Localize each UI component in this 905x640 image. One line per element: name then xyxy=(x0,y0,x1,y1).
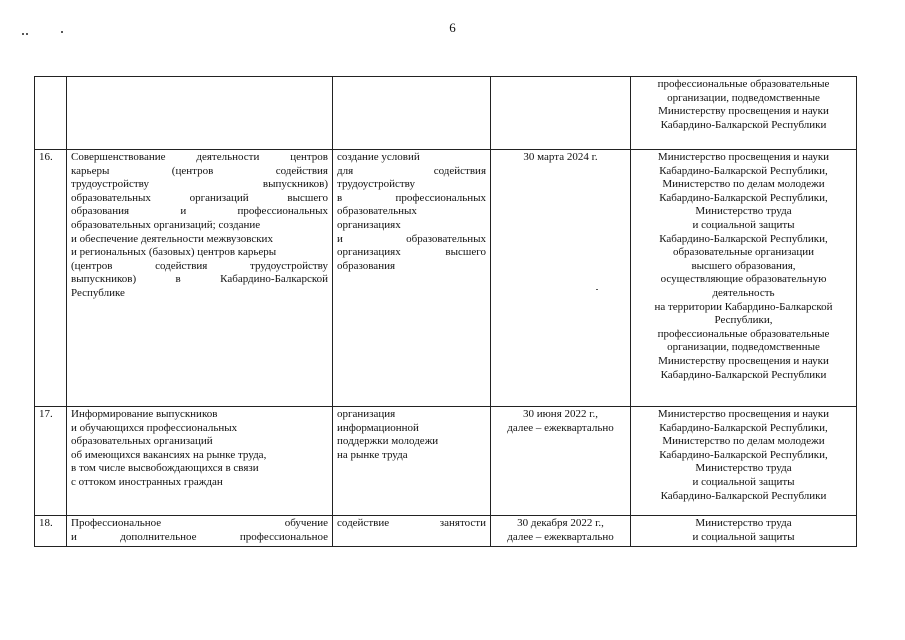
result-cell xyxy=(333,407,491,516)
executor-line: Министерству просвещения и науки xyxy=(658,354,829,367)
executor-line: Министерство по делам молодежи xyxy=(662,435,825,448)
scan-speck xyxy=(22,33,24,35)
measure-line: Совершенствование деятельности центров xyxy=(71,151,328,163)
executor-line: деятельность xyxy=(712,286,775,299)
table-row-17 xyxy=(35,407,857,516)
executor-line: Министерство просвещения и науки xyxy=(657,408,830,420)
executor-line: и социальной защиты xyxy=(692,530,795,543)
executor-line: Кабардино-Балкарской Республики xyxy=(660,118,827,131)
scan-speck xyxy=(61,31,63,33)
measure-line: образовательных организаций xyxy=(71,435,213,448)
measure-line: и обеспечение деятельности межвузовских xyxy=(71,232,273,245)
measure-line: трудоустройству выпускников) xyxy=(71,178,328,191)
executor-line: Республики, xyxy=(714,314,773,327)
result-line: организациях xyxy=(337,218,401,231)
result-line: и образовательных xyxy=(337,232,486,245)
executors-cell xyxy=(631,516,857,547)
result-line: для содействия xyxy=(337,164,486,177)
executor-line: Министерство просвещения и науки xyxy=(657,151,830,163)
measure-line: и региональных (базовых) центров карьеры xyxy=(71,246,277,259)
executors-cell xyxy=(631,77,857,150)
measure-line: Республике xyxy=(71,286,125,299)
action-plan-table xyxy=(34,76,857,547)
executor-line: Министерство труда xyxy=(695,462,792,475)
executor-line: высшего образования, xyxy=(691,259,796,272)
row-number-cell: 16. xyxy=(35,150,67,407)
executor-line: Кабардино-Балкарской Республики xyxy=(660,368,827,381)
executor-line: Кабардино-Балкарской Республики, xyxy=(659,164,828,177)
executor-line: и социальной защиты xyxy=(692,218,795,231)
measure-line: образовательных организаций высшего xyxy=(71,191,328,204)
executors-cell xyxy=(631,407,857,516)
executor-line: организации, подведомственные xyxy=(667,341,820,354)
measure-cell xyxy=(67,150,333,407)
measure-line: и обучающихся профессиональных xyxy=(71,421,238,434)
result-line: содействие занятости xyxy=(337,517,486,529)
result-line: организациях высшего xyxy=(337,246,486,259)
executor-line: организации, подведомственные xyxy=(667,91,820,104)
row-number-cell: 18. xyxy=(35,516,67,547)
executor-line: осуществляющие образовательную xyxy=(660,273,827,286)
deadline-cell xyxy=(491,77,631,150)
deadline-line: далее – ежеквартально xyxy=(507,421,614,434)
executor-line: Министерство труда xyxy=(695,205,792,218)
table-row-18 xyxy=(35,516,857,547)
result-line: образовательных xyxy=(337,205,417,218)
deadline-cell xyxy=(491,407,631,516)
result-line: организация xyxy=(337,408,396,420)
deadline-cell xyxy=(491,516,631,547)
row-number-cell xyxy=(35,77,67,150)
executor-line: Кабардино-Балкарской Республики, xyxy=(659,448,828,461)
table-row-16 xyxy=(35,150,857,407)
result-line: создание условий xyxy=(337,151,420,163)
result-line: образования xyxy=(337,259,396,272)
result-line: поддержки молодежи xyxy=(337,435,439,448)
executor-line: Министерство труда xyxy=(695,517,792,529)
executor-line: Кабардино-Балкарской Республики, xyxy=(659,232,828,245)
executor-line: и социальной защиты xyxy=(692,475,795,488)
deadline-line: далее – ежеквартально xyxy=(507,530,614,543)
measure-line: и дополнительное профессиональное xyxy=(71,530,328,543)
measure-line: об имеющихся вакансиях на рынке труда, xyxy=(71,448,267,461)
measure-line: Информирование выпускников xyxy=(71,408,218,420)
deadline-cell xyxy=(491,150,631,407)
deadline-line: 30 июня 2022 г., xyxy=(522,408,599,420)
executor-line: Кабардино-Балкарской Республики xyxy=(660,489,827,502)
executors-cell xyxy=(631,150,857,407)
page-number: 6 xyxy=(449,20,456,35)
executor-line: Кабардино-Балкарской Республики, xyxy=(659,421,828,434)
executor-line: образовательные организации xyxy=(672,246,815,259)
executor-line: Министерство по делам молодежи xyxy=(662,178,825,191)
result-cell xyxy=(333,516,491,547)
measure-line: выпускников) в Кабардино-Балкарской xyxy=(71,273,328,286)
scan-speck xyxy=(26,33,28,35)
executor-line: профессиональные образовательные xyxy=(657,327,830,340)
result-cell xyxy=(333,150,491,407)
deadline-line: 30 декабря 2022 г., xyxy=(517,517,604,529)
measure-cell xyxy=(67,77,333,150)
result-line: информационной xyxy=(337,421,419,434)
measure-cell xyxy=(67,516,333,547)
result-line: на рынке труда xyxy=(337,448,408,461)
executor-line: Министерству просвещения и науки xyxy=(658,105,829,118)
measure-line: Профессиональное обучение xyxy=(71,517,328,529)
deadline-line: 30 марта 2024 г. xyxy=(523,151,598,163)
executor-line: Кабардино-Балкарской Республики, xyxy=(659,191,828,204)
row-number-cell: 17. xyxy=(35,407,67,516)
measure-line: в том числе высвобождающихся в связи xyxy=(71,462,259,475)
measure-line: образовательных организаций; создание xyxy=(71,218,261,231)
executor-line: на территории Кабардино-Балкарской xyxy=(654,300,833,313)
result-line: в профессиональных xyxy=(337,191,486,204)
measure-line: (центров содействия трудоустройству xyxy=(71,259,328,272)
measure-cell xyxy=(67,407,333,516)
table-row-continuation xyxy=(35,77,857,150)
measure-line: образования и профессиональных xyxy=(71,205,328,218)
executor-line: профессиональные образовательные xyxy=(657,78,830,90)
measure-line: с оттоком иностранных граждан xyxy=(71,475,223,488)
measure-line: карьеры (центров содействия xyxy=(71,164,328,177)
result-cell xyxy=(333,77,491,150)
result-line: трудоустройству xyxy=(337,178,415,191)
